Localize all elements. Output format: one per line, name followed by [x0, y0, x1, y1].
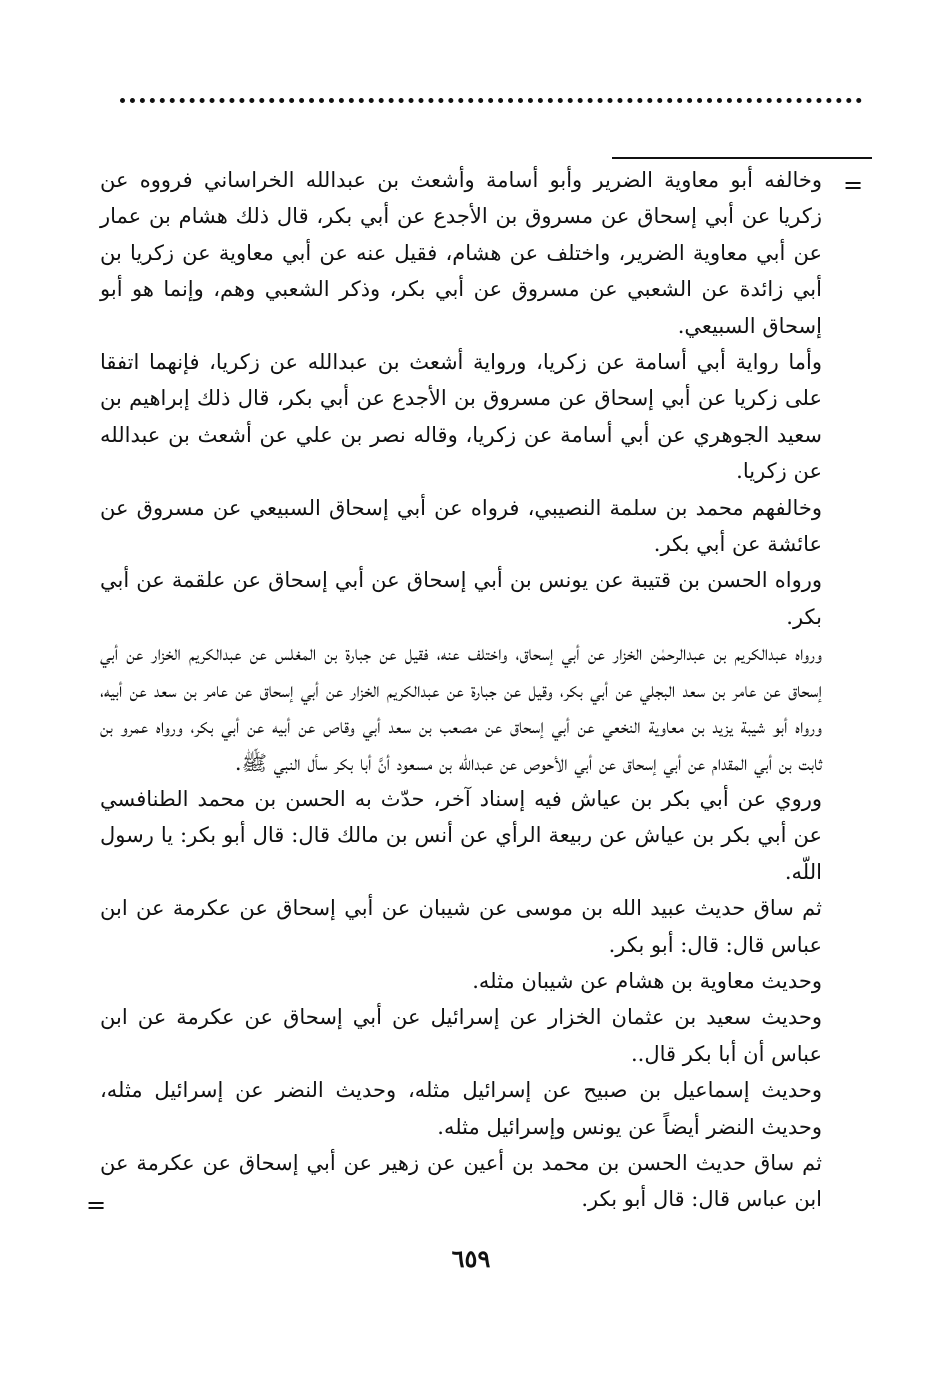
paragraph: وخالفه أبو معاوية الضرير وأبو أسامة وأشعث بن عبدالله الخراساني فرووه عن زكريا عن أبي إسحاق عن مسروق بن الأجدع عن أبي بكر، قال ذلك هشام بن عمار عن أبي معاوية الضرير، واختلف عن هشام، فقيل عنه عن أبي معاوية عن زكريا بن أبي زائدة عن الشعبي عن مسروق عن أبي بكر، وذكر الشعبي وهم، وإنما هو أبو إسحاق السبيعي. [100, 168, 822, 338]
paragraph: وحديث سعيد بن عثمان الخزار عن إسرائيل عن أبي إسحاق عن عكرمة عن ابن عباس أن أبا بكر قال.. [100, 1005, 822, 1066]
paragraph: ثم ساق حديث عبيد الله بن موسى عن شيبان عن أبي إسحاق عن عكرمة عن ابن عباس قال: قال: أبو بكر. [100, 896, 822, 957]
continuation-mark-top: = [843, 171, 864, 199]
paragraph: ورواه عبدالكريم بن عبدالرحمٰن الخزار عن أبي إسحاق، واختلف عنه، فقيل عن جبارة بن المغلس عن عبدالكريم الخزار عن أبي إسحاق عن عامر بن سعد البجلي عن أبي بكر، وقيل عن جبارة عن عبدالكريم الخزار عن أبي إسحاق عن عامر بن سعد عن أبيه، ورواه أبو شيبة يزيد بن معاوية النخعي عن أبي إسحاق عن مصعب بن سعد أبي وقاص عن أبيه عن أبي بكر، ورواه عمرو بن ثابت بن أبي المقدام عن أبي إسحاق عن أبي الأحوص عن عبدالله بن مسعود أنَّ أبا بكر سأل النبي ﷺ. [100, 641, 822, 775]
paragraph: وخالفهم محمد بن سلمة النصيبي، فرواه عن أبي إسحاق السبيعي عن مسروق عن عائشة عن أبي بكر. [100, 495, 822, 557]
paragraph: وأما رواية أبي أسامة عن زكريا، ورواية أشعث بن عبدالله عن زكريا، فإنهما اتفقا على زكريا عن أبي إسحاق عن مسروق بن الأجدع عن أبي بكر، قال ذلك إبراهيم بن سعيد الجوهري عن أبي أسامة عن زكريا، وقاله نصر بن علي عن أشعث بن عبدالله عن زكريا. [100, 350, 822, 484]
paragraph: وحديث معاوية بن هشام عن شيبان مثله. [472, 968, 822, 993]
continuation-mark-bottom: = [86, 1191, 107, 1219]
paragraph: وحديث إسماعيل بن صبيح عن إسرائيل مثله، وحديث النضر عن إسرائيل مثله، وحديث النضر أيضاً عن يونس وإسرائيل مثله. [100, 1078, 822, 1139]
footnote-text-block [100, 162, 822, 1218]
paragraph: وروي عن أبي بكر بن عياش فيه إسناد آخر، حدّث به الحسن بن محمد الطنافسي عن أبي بكر بن عياش عن ربيعة الرأي عن أنس بن مالك قال: قال أبو بكر: يا رسول اللّه. [100, 786, 822, 884]
paragraph: ورواه الحسن بن قتيبة عن يونس بن أبي إسحاق عن أبي إسحاق عن علقمة عن أبي بكر. [100, 568, 822, 629]
paragraph: ثم ساق حديث الحسن بن محمد بن أعين عن زهير عن أبي إسحاق عن عكرمة عن ابن عباس قال: قال أبو بكر. [100, 1150, 822, 1212]
page-number: ٦٥٩ [451, 1244, 491, 1273]
footnote-separator-line [612, 157, 872, 159]
header-dotted-rule [120, 98, 862, 103]
